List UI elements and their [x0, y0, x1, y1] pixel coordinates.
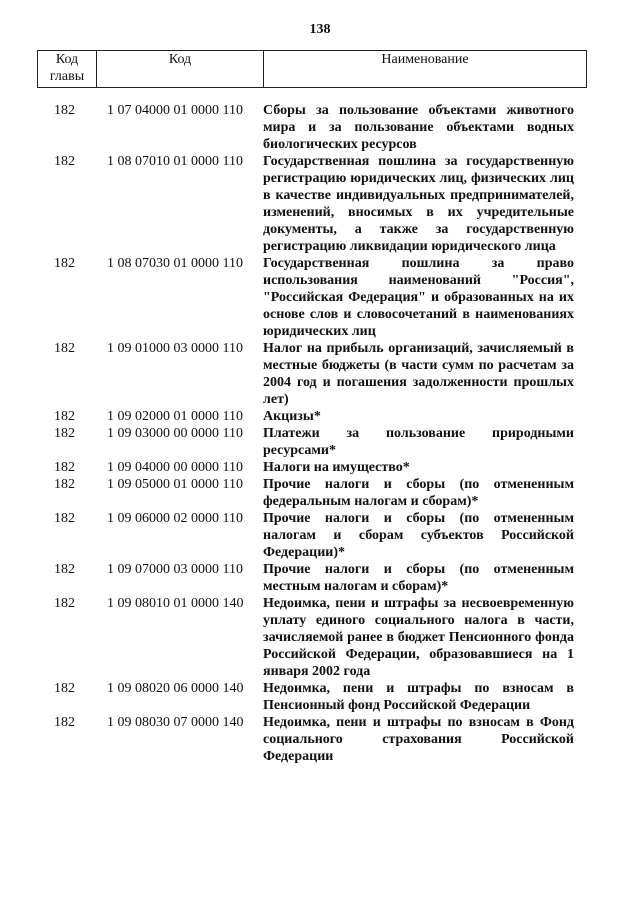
table-row	[0, 340, 640, 408]
chapter-code-cell: 182	[54, 341, 75, 356]
table-row	[0, 510, 640, 561]
header-chapter-code: Код главы	[38, 51, 97, 88]
name-cell: Сборы за пользование объектами животного мира и за пользование объектами водных биологических ресурсов	[263, 103, 574, 152]
table-row	[0, 425, 640, 459]
chapter-code-cell: 182	[54, 256, 75, 271]
code-cell: 1 09 07000 03 0000 110	[107, 562, 243, 577]
code-cell: 1 07 04000 01 0000 110	[107, 103, 243, 118]
code-cell: 1 09 06000 02 0000 110	[107, 511, 243, 526]
code-cell: 1 09 08030 07 0000 140	[107, 715, 244, 730]
table-row	[0, 459, 640, 476]
code-cell: 1 08 07010 01 0000 110	[107, 154, 243, 169]
name-cell: Недоимка, пени и штрафы по взносам в Пенсионный фонд Российской Федерации	[263, 681, 574, 713]
chapter-code-cell: 182	[54, 460, 75, 475]
chapter-code-cell: 182	[54, 715, 75, 730]
table-row	[0, 476, 640, 510]
name-cell: Государственная пошлина за право использования наименований "Россия", "Российская Федерация" и образованных на их основе слов и словосочетаний в наименованиях юридических лиц	[263, 256, 574, 339]
code-cell: 1 08 07030 01 0000 110	[107, 256, 243, 271]
table-body	[0, 102, 640, 765]
code-cell: 1 09 08020 06 0000 140	[107, 681, 244, 696]
chapter-code-cell: 182	[54, 596, 75, 611]
chapter-code-cell: 182	[54, 681, 75, 696]
code-cell: 1 09 05000 01 0000 110	[107, 477, 243, 492]
page-number: 138	[309, 22, 331, 37]
name-cell: Прочие налоги и сборы (по отмененным федеральным налогам и сборам)*	[263, 477, 574, 509]
table-row	[0, 102, 640, 153]
name-cell: Платежи за пользование природными ресурсами*	[263, 426, 574, 458]
name-cell: Недоимка, пени и штрафы за несвоевременную уплату единого социального налога в части, зачисляемой ранее в бюджет Пенсионного фонда Российской Федерации, образовавшиеся на 1 января 2002 года	[263, 596, 574, 679]
table-row	[0, 595, 640, 680]
name-cell: Прочие налоги и сборы (по отмененным налогам и сборам субъектов Российской Федерации)*	[263, 511, 574, 560]
chapter-code-cell: 182	[54, 103, 75, 118]
table-row	[0, 680, 640, 714]
chapter-code-cell: 182	[54, 426, 75, 441]
code-cell: 1 09 03000 00 0000 110	[107, 426, 243, 441]
table-row	[0, 255, 640, 340]
table-row	[0, 561, 640, 595]
name-cell: Прочие налоги и сборы (по отмененным местным налогам и сборам)*	[263, 562, 574, 594]
chapter-code-cell: 182	[54, 477, 75, 492]
chapter-code-cell: 182	[54, 409, 75, 424]
name-cell: Недоимка, пени и штрафы по взносам в Фонд социального страхования Российской Федерации	[263, 715, 574, 764]
table-row	[0, 714, 640, 765]
name-cell: Государственная пошлина за государственную регистрацию юридических лиц, физических лиц в качестве индивидуальных предпринимателей, изменений, вносимых в их учредительные документы, а также за государственную регистрацию ликвидации юридического лица	[263, 154, 574, 254]
chapter-code-cell: 182	[54, 511, 75, 526]
name-cell: Акцизы*	[263, 409, 321, 424]
chapter-code-cell: 182	[54, 154, 75, 169]
header-code: Код	[97, 51, 264, 88]
name-cell: Налоги на имущество*	[263, 460, 410, 475]
header-name: Наименование	[264, 51, 587, 88]
code-cell: 1 09 08010 01 0000 140	[107, 596, 244, 611]
table-row	[0, 408, 640, 425]
table-header	[37, 50, 587, 88]
code-cell: 1 09 01000 03 0000 110	[107, 341, 243, 356]
code-cell: 1 09 04000 00 0000 110	[107, 460, 243, 475]
code-cell: 1 09 02000 01 0000 110	[107, 409, 243, 424]
name-cell: Налог на прибыль организаций, зачисляемый в местные бюджеты (в части сумм по расчетам за 2004 год и погашения задолженности прошлых лет)	[263, 341, 574, 407]
chapter-code-cell: 182	[54, 562, 75, 577]
table-row	[0, 153, 640, 255]
